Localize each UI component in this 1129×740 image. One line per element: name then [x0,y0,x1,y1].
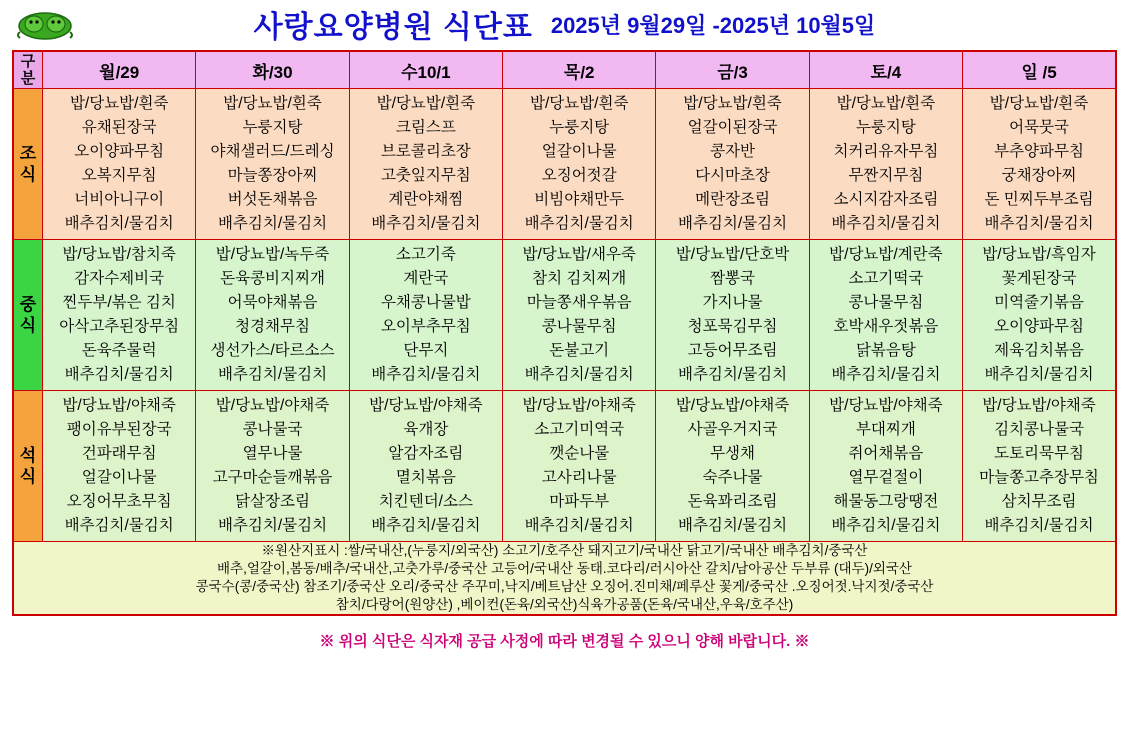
menu-item: 배추김치/물김치 [984,215,1094,232]
menu-cell-dinner-mon [43,391,196,542]
menu-item: 건파래무침 [81,445,157,462]
menu-cell-dinner-sat [809,391,962,542]
menu-item: 배추김치/물김치 [371,215,481,232]
menu-item: 육개장 [403,421,449,438]
menu-item: 누룽지탕 [549,119,610,136]
menu-item: 계란야채찜 [388,191,464,208]
menu-cell-dinner-sun [963,391,1116,542]
menu-item: 너비아니구이 [74,191,165,208]
menu-item: 브로콜리초장 [380,143,471,160]
row-label-lunch-char1: 중 [19,295,37,314]
menu-item: 배추김치/물김치 [64,215,174,232]
menu-item: 얼갈이나물 [541,143,617,160]
menu-item: 치커리유자무침 [833,143,939,160]
menu-item: 배추김치/물김치 [371,517,481,534]
menu-cell-breakfast-wed [349,89,502,240]
menu-item: 얼갈이된장국 [687,119,778,136]
menu-cell-breakfast-sun [963,89,1116,240]
menu-item: 콩자반 [710,143,755,160]
column-header-division: 구분 [13,51,43,89]
menu-item: 배추김치/물김치 [217,215,328,232]
row-label-dinner-char1: 석 [19,446,37,465]
row-label-dinner [13,391,43,542]
menu-item: 밥/당뇨밥/흰죽 [529,95,629,112]
menu-item: 밥/당뇨밥/흰죽 [683,95,782,112]
menu-item: 김치콩나물국 [994,421,1084,438]
menu-item: 부추양파무침 [994,143,1084,160]
menu-item: 부대찌개 [855,421,916,438]
menu-item: 마늘쫑새우볶음 [526,294,632,311]
menu-item: 생선가스/타르소스 [210,342,335,359]
menu-item: 무생채 [710,445,755,462]
menu-item: 배추김치/물김치 [371,366,481,383]
menu-item: 오징어무초무침 [66,493,172,510]
menu-item: 누룽지탕 [242,119,303,136]
menu-cell-lunch-tue [196,240,349,391]
menu-item: 밥/당뇨밥/흰죽 [836,95,936,112]
menu-cell-lunch-mon [43,240,196,391]
menu-item: 메란장조림 [695,191,770,208]
menu-item: 가지나물 [702,294,763,311]
origin-note-line: 참치/다랑어(원양산) ,베이컨(돈육/외국산)식육가공품(돈육/국내산,우육/호주산) [335,597,794,612]
menu-item: 참치 김치찌개 [532,270,627,287]
menu-item: 미역줄기볶음 [994,294,1084,311]
menu-item: 단무지 [403,342,449,359]
origin-note-line: 콩국수(콩/중국산) 참조기/중국산 오리/중국산 주꾸미,낙지/베트남산 오징어.진미채/페루산 꽃게/중국산 .오징어젓.낙지젓/중국산 [195,579,934,594]
menu-item: 돈육주물럭 [81,342,157,359]
column-header-fri: 금/3 [656,51,809,89]
menu-item: 밥/당뇨밥/야채죽 [982,397,1096,414]
menu-item: 열무나물 [242,445,303,462]
menu-item: 궁채장아찌 [1001,167,1077,184]
menu-item: 배추김치/물김치 [984,366,1094,383]
menu-item: 사골우거지국 [687,421,778,438]
menu-item: 호박새우젓볶음 [833,318,939,335]
menu-item: 배추김치/물김치 [217,366,328,383]
menu-item: 소고기죽 [395,246,456,263]
menu-item: 어묵뭇국 [1009,119,1069,136]
menu-item: 배추김치/물김치 [831,366,941,383]
menu-cell-dinner-tue [196,391,349,542]
document-header [0,0,1129,48]
origin-note-line: ※원산지표시 :쌀/국내산,(누룽지/외국산) 소고기/호주산 돼지고기/국내산 닭고기/국내산 배추김치/중국산 [261,543,868,558]
menu-item: 닭볶음탕 [855,342,916,359]
menu-cell-breakfast-fri [656,89,809,240]
menu-item: 깻순나물 [549,445,610,462]
menu-item: 콩나물무침 [848,294,924,311]
row-label-breakfast-char2: 식 [19,165,37,184]
menu-item: 오이양파무침 [74,143,165,160]
row-label-lunch-char2: 식 [19,316,37,335]
table-row-breakfast [13,89,1116,240]
menu-item: 밥/당뇨밥/야채죽 [215,397,330,414]
menu-item: 밥/당뇨밥/새우죽 [522,246,636,263]
menu-item: 밥/당뇨밥/흰죽 [376,95,476,112]
table-row-dinner [13,391,1116,542]
menu-item: 꽃게된장국 [1001,270,1077,287]
menu-item: 쥐어채볶음 [848,445,924,462]
menu-item: 배추김치/물김치 [984,517,1094,534]
menu-item: 콩나물무침 [541,318,617,335]
menu-item: 오복지무침 [81,167,157,184]
menu-item: 밥/당뇨밥/야채죽 [522,397,636,414]
menu-item: 돈 민찌두부조림 [984,191,1094,208]
menu-item: 오이양파무침 [994,318,1084,335]
menu-cell-dinner-wed [349,391,502,542]
menu-item: 다시마초장 [695,167,770,184]
menu-item: 어묵야채볶음 [227,294,318,311]
menu-cell-lunch-fri [656,240,809,391]
menu-cell-breakfast-sat [809,89,962,240]
menu-item: 삼치무조림 [1001,493,1077,510]
menu-item: 배추김치/물김치 [524,215,634,232]
menu-item: 치킨텐더/소스 [378,493,473,510]
column-header-sun: 일 /5 [963,51,1116,89]
menu-item: 밥/당뇨밥/흰죽 [69,95,169,112]
menu-item: 얼갈이나물 [81,469,157,486]
menu-cell-dinner-fri [656,391,809,542]
weekly-menu-table [12,50,1117,616]
menu-item: 배추김치/물김치 [677,517,788,534]
menu-cell-breakfast-tue [196,89,349,240]
table-row-lunch [13,240,1116,391]
menu-item: 마늘쫑장아찌 [227,167,318,184]
column-header-thu: 목/2 [503,51,656,89]
menu-item: 돈육꽈리조림 [687,493,778,510]
menu-item: 크림스프 [395,119,456,136]
menu-item: 돈불고기 [549,342,610,359]
menu-item: 배추김치/물김치 [831,517,941,534]
menu-item: 배추김치/물김치 [831,215,941,232]
menu-item: 닭살장조림 [235,493,310,510]
page-title: 사랑요양병원 식단표 [253,11,533,44]
menu-item: 배추김치/물김치 [64,517,174,534]
menu-cell-breakfast-mon [43,89,196,240]
menu-item: 마파두부 [549,493,610,510]
menu-item: 배추김치/물김치 [64,366,174,383]
menu-item: 제육김치볶음 [994,342,1084,359]
menu-item: 멸치볶음 [395,469,456,486]
row-label-breakfast [13,89,43,240]
menu-item: 고춧잎지무침 [380,167,471,184]
menu-item: 밥/당뇨밥/야채죽 [62,397,176,414]
menu-item: 아삭고추된장무침 [59,318,180,335]
menu-item: 콩나물국 [242,421,303,438]
date-range: 2025년 9월29일 -2025년 10월5일 [550,12,876,38]
menu-item: 배추김치/물김치 [524,366,634,383]
menu-item: 소고기떡국 [848,270,924,287]
row-label-lunch [13,240,43,391]
menu-item: 도토리묵무침 [994,445,1084,462]
menu-item: 비빔야채만두 [534,191,625,208]
menu-item: 배추김치/물김치 [217,517,328,534]
menu-item: 무짠지무침 [848,167,924,184]
menu-item: 우채콩나물밥 [380,294,471,311]
menu-item: 고등어무조림 [687,342,778,359]
menu-item: 열무겉절이 [848,469,924,486]
footer-disclaimer: ※ 위의 식단은 식자재 공급 사정에 따라 변경될 수 있으니 양해 바랍니다. ※ [319,633,810,650]
menu-item: 야채샐러드/드레싱 [210,143,335,160]
menu-cell-lunch-sat [809,240,962,391]
turtle-logo-icon [14,4,76,44]
menu-cell-dinner-thu [503,391,656,542]
menu-item: 밥/당뇨밥/야채죽 [675,397,790,414]
menu-item: 밥/당뇨밥/녹두죽 [215,246,330,263]
menu-cell-breakfast-thu [503,89,656,240]
menu-item: 밥/당뇨밥/흰죽 [989,95,1089,112]
table-row-origin-notes [13,542,1116,616]
menu-item: 해물동그랑땡전 [833,493,939,510]
row-label-dinner-char2: 식 [19,467,37,486]
menu-item: 계란국 [403,270,449,287]
column-header-mon: 월/29 [43,51,196,89]
menu-cell-lunch-sun [963,240,1116,391]
menu-item: 밥/당뇨밥/단호박 [675,246,790,263]
menu-item: 숙주나물 [702,469,763,486]
menu-item: 마늘쫑고추장무침 [979,469,1099,486]
menu-item: 밥/당뇨밥/흰죽 [223,95,322,112]
menu-item: 밥/당뇨밥/야채죽 [829,397,943,414]
menu-item: 고사리나물 [541,469,617,486]
table-header-row [13,51,1116,89]
menu-item: 찐두부/볶은 김치 [62,294,176,311]
origin-note-line: 배추,얼갈이,봄동/배추/국내산,고춧가루/중국산 고등어/국내산 동태.코다리/러시아산 갈치/남아공산 두부류 (대두)/외국산 [217,561,912,576]
menu-item: 버섯돈채볶음 [227,191,318,208]
menu-item: 유채된장국 [81,119,157,136]
menu-item: 알감자조림 [388,445,464,462]
menu-item: 누룽지탕 [855,119,916,136]
menu-item: 청경채무침 [235,318,310,335]
menu-item: 고구마순들깨볶음 [212,469,333,486]
menu-cell-lunch-thu [503,240,656,391]
menu-cell-lunch-wed [349,240,502,391]
menu-item: 돈육콩비지찌개 [220,270,325,287]
menu-item: 소고기미역국 [534,421,625,438]
menu-item: 밥/당뇨밥/흑임자 [982,246,1096,263]
menu-item: 짬뽕국 [710,270,755,287]
menu-item: 팽이유부된장국 [66,421,172,438]
row-label-breakfast-char1: 조 [19,144,37,163]
menu-item: 오이부추무침 [380,318,471,335]
menu-item: 오징어젓갈 [541,167,617,184]
column-header-tue: 화/30 [196,51,349,89]
menu-item: 청포묵김무침 [687,318,778,335]
menu-item: 소시지감자조림 [833,191,939,208]
menu-item: 배추김치/물김치 [524,517,634,534]
menu-item: 배추김치/물김치 [677,366,788,383]
menu-item: 밥/당뇨밥/야채죽 [369,397,483,414]
column-header-wed: 수10/1 [349,51,502,89]
menu-item: 배추김치/물김치 [677,215,788,232]
menu-item: 밥/당뇨밥/계란죽 [829,246,943,263]
menu-item: 밥/당뇨밥/참치죽 [62,246,176,263]
menu-item: 감자수제비국 [74,270,165,287]
column-header-sat: 토/4 [809,51,962,89]
origin-notes-cell [13,542,1116,616]
